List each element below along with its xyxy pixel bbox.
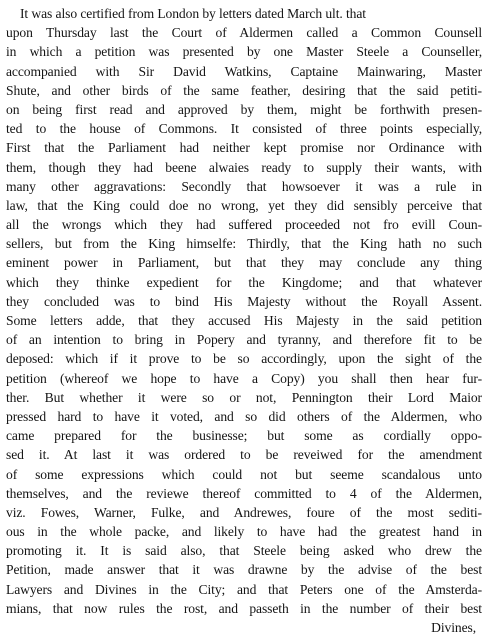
- text-line: of some expressions which could not but seeme scandalous unto: [6, 466, 482, 482]
- text-line: came prepared for the businesse; but some as cordially oppo-: [6, 428, 482, 444]
- text-line: First that the Parliament had neither kept promise nor Ordinance with: [6, 140, 482, 156]
- text-line: Some letters adde, that they accused His Majesty in the said petition: [6, 313, 482, 328]
- catchword: Divines,: [431, 620, 476, 635]
- text-line: Lawyers and Divines in the City; and that Peters one of the Amsterda-: [6, 581, 482, 597]
- text-line: It was also certified from London by letters dated March ult. that: [20, 6, 366, 21]
- text-line: viz. Fowes, Warner, Fulke, and Andrewes, foure of the most sediti-: [6, 504, 482, 520]
- text-line: Shute, and other birds of the same feather, desiring that the said petiti-: [6, 82, 482, 98]
- text-line: sellers, but from the King himselfe: Thirdly, that the King hath no such: [6, 236, 482, 252]
- text-line: promoting it. It is said also, that Steele being asked who drew the: [6, 543, 482, 559]
- text-line: of an intention to bring in Popery and tyranny, and therefore fit to be: [6, 332, 482, 348]
- text-line: sed it. At last it was ordered to be reveiwed for the amendment: [6, 447, 482, 463]
- text-line: themselves, and the reviewe thereof committed to 4 of the Aldermen,: [6, 485, 482, 501]
- text-line: pressed hard to have it voted, and so did others of the Aldermen, who: [6, 408, 482, 424]
- text-line: ther. But whether it were so or not, Pennington their Lord Maior: [6, 389, 482, 405]
- text-line: on being first read and approved by them, might be forthwith presen-: [6, 101, 482, 117]
- text-line: petition (whereof we hope to have a Copy) you shall then hear fur-: [6, 370, 482, 386]
- text-line: upon Thursday last the Court of Aldermen called a Common Counsell: [6, 25, 482, 41]
- text-line: eminent power in Parliament, but that they may conclude any thing: [6, 255, 482, 271]
- text-line: which they thinke expedient for the Kingdome; and that whatever: [6, 274, 482, 290]
- text-line: in which a petition was presented by one Master Steele a Counseller,: [6, 44, 482, 60]
- text-line: ous in the whole packe, and likely to have had the greatest hand in: [6, 524, 482, 540]
- text-body: [6, 4, 482, 637]
- text-line: Petition, made answer that it was drawne by the advise of the best: [6, 562, 482, 578]
- text-line: many other aggravations: Secondly that howsoever it was a rule in: [6, 178, 482, 194]
- text-line: they concluded was to bind His Majesty without the Royall Assent.: [6, 293, 482, 309]
- text-line: ted to the house of Commons. It consisted of three points especially,: [6, 121, 482, 137]
- text-line: them, though they had beene alwaies ready to supply their wants, with: [6, 159, 482, 175]
- text-line: all the wrongs which they had suffered proceeded not fro evill Coun-: [6, 217, 482, 233]
- text-line: law, that the King could doe no wrong, yet they did sensibly perceive that: [6, 197, 482, 213]
- text-line: deposed: which if it prove to be so accordingly, upon the sight of the: [6, 351, 482, 367]
- text-line: accompanied with Sir David Watkins, Captaine Mainwaring, Master: [6, 63, 482, 79]
- text-line: mians, that now rules the rost, and passeth in the number of their best: [6, 600, 482, 616]
